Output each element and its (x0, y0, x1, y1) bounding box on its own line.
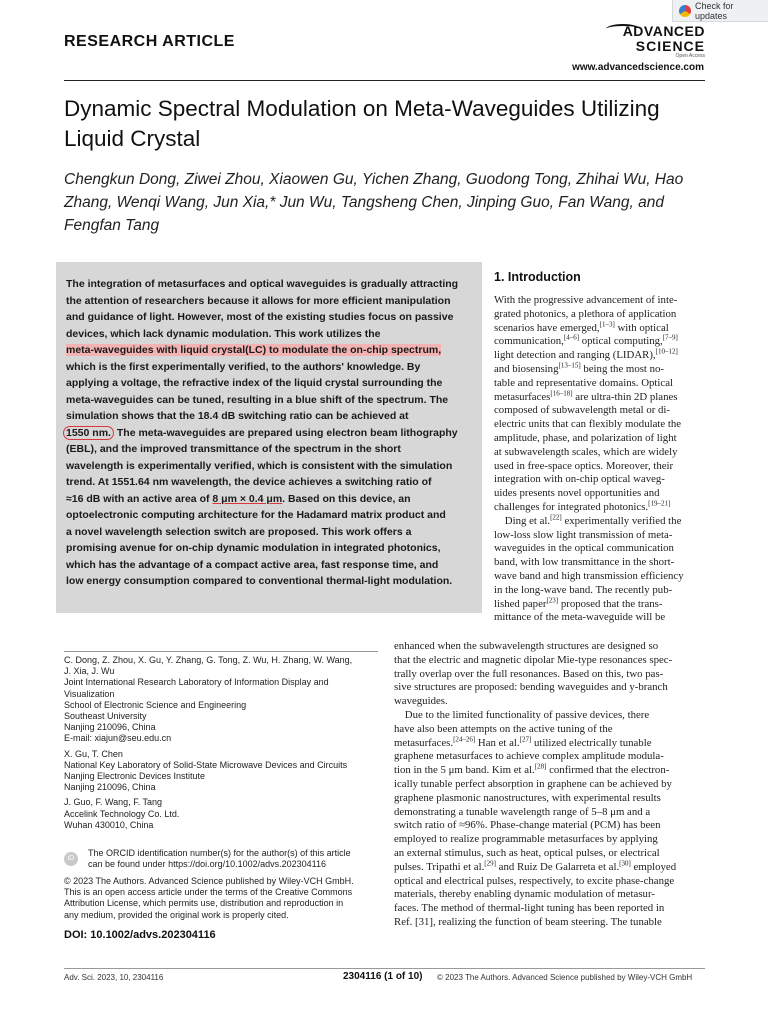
abstract-line: The integration of metasurfaces and optical waveguides is gradually attracting (66, 278, 459, 290)
logo-line-3: Open Access (675, 53, 705, 59)
abstract-line: which is the first experimentally verified, to the authors' knowledge. By (66, 360, 421, 373)
citation-link[interactable]: [19–21] (648, 499, 671, 508)
orcid-icon: iD (64, 852, 78, 866)
citation-link[interactable]: [1–3] (599, 320, 615, 328)
affiliation-line: J. Guo, F. Wang, F. Tang (64, 797, 163, 808)
abstract-line: meta-waveguides can be tuned, resulting in a blue shift of the spectrum. The (66, 393, 449, 406)
license-line: Attribution License, which permits use, distribution and reproduction in (64, 898, 344, 909)
abstract-line: which has the advantage of a compact active area, fast response time, and (66, 558, 439, 571)
intro-line: electric units that can flexibly modulate the (494, 418, 682, 431)
affiliation-line: X. Gu, T. Chen (64, 748, 123, 759)
intro-line (494, 388, 706, 405)
abstract-line: promising avenue for on-chip dynamic modulation in integrated photonics, (66, 542, 441, 554)
intro-line (494, 515, 706, 529)
intro-line: mittance of the meta-waveguide will be (494, 611, 666, 624)
logo-line-1: ADVANCED (622, 23, 705, 39)
citation-link[interactable]: [4–6] (563, 333, 580, 342)
page-number: 2304116 (1 of 10) (343, 971, 423, 982)
intro-line: enhanced when the subwavelength structures are designed so (394, 640, 659, 652)
abstract-line: applying a voltage, the refractive index of the liquid crystal surrounding the (66, 377, 443, 389)
intro-line: With the progressive advancement of inte- (494, 294, 678, 306)
text: are ultra-thin 2D planes (572, 390, 678, 403)
text: challenges for integrated photonics. (494, 500, 649, 513)
journal-logo (605, 24, 705, 59)
intro-line: band, with low transmittance in the short- (494, 556, 675, 569)
author-list: Chengkun Dong, Ziwei Zhou, Xiaowen Gu, Yichen Zhang, Guodong Tong, Zhihai Wu, Hao Zhang, Wenqi Wang, Jun Xia,* Jun Wu, Tangsheng Chen, Jinping Guo, Fan Wang, and Fengfan Tang (64, 171, 684, 234)
text: scenarios have emerged, (494, 321, 600, 334)
orcid-line: The ORCID identification number(s) for the author(s) of this article (88, 848, 351, 858)
affiliation-line: Southeast University (64, 711, 147, 722)
citation-link[interactable]: [23] (546, 595, 559, 604)
license-line: This is an open access article under the terms of the Creative Commons (64, 887, 353, 898)
text: employed (630, 860, 677, 873)
citation-link[interactable]: [29] (484, 859, 496, 868)
intro-line (494, 363, 706, 377)
affiliation-line: Nanjing Electronic Devices Institute (64, 771, 206, 782)
intro-line: optical and electrical pulses, respectively, to excite phase-change (394, 874, 675, 887)
citation-link[interactable]: [22] (550, 513, 562, 522)
citation-link[interactable]: [27] (519, 734, 532, 743)
text: communication, (494, 335, 564, 348)
text: metasurfaces (494, 390, 551, 403)
text: tion in the 5 μm band. Kim et al. (394, 764, 535, 777)
intro-line: uides presents novel opportunities and (494, 487, 660, 500)
abstract-line: (EBL), and the improved transmittance of the spectrum in the short (66, 443, 401, 455)
article-title: Dynamic Spectral Modulation on Meta-Waveguides Utilizing Liquid Crystal (64, 96, 660, 151)
text: confirmed that the electron- (546, 764, 670, 777)
abstract-line: trend. At 1551.64 nm wavelength, the device achieves a switching ratio of (66, 476, 432, 488)
citation-link[interactable]: [24–26] (453, 734, 476, 743)
affiliation-line: Accelink Technology Co. Ltd. (64, 808, 180, 819)
email-link[interactable]: E-mail: xiajun@seu.edu.cn (64, 733, 172, 744)
intro-line: Ref. [31], realizing the function of beam steering. The tunable (394, 915, 662, 928)
abstract-line-pre: ≈16 dB with an active area of (66, 492, 213, 505)
text: pulses. Tripathi et al. (394, 860, 485, 873)
intro-line (494, 349, 706, 363)
intro-line: used in free-space optics. Moreover, their (494, 459, 674, 472)
check-updates-label: Check for updates (695, 0, 734, 21)
text: light detection and ranging (LIDAR), (494, 349, 656, 362)
abstract-line: low energy consumption compared to conventional thermal-light modulation. (66, 575, 453, 587)
intro-line: that the electric and magnetic dipolar Mie-type resonances spec- (394, 653, 673, 666)
check-for-updates-badge[interactable] (672, 0, 768, 22)
text: optical computing, (579, 335, 663, 348)
citation-link[interactable]: [7–9] (662, 333, 678, 342)
intro-line: Due to the limited functionality of passive devices, there (394, 708, 650, 721)
affiliation-line: C. Dong, Z. Zhou, X. Gu, Y. Zhang, G. Tong, Z. Wu, H. Zhang, W. Wang, (64, 655, 353, 665)
underline-annotation: 8 μm × 0.4 μm (212, 492, 283, 505)
affiliations-block (64, 655, 378, 831)
intro-line: in the long-wave band. The recently pub- (494, 583, 673, 596)
circle-annotation: 1550 nm. (63, 426, 114, 440)
text: experimentally verified the (561, 514, 682, 527)
check-updates-icon (679, 5, 691, 17)
abstract-line: a novel wavelength selection switch are proposed. This work offers a (66, 525, 412, 538)
license-note (64, 876, 378, 921)
intro-line: composed of subwavelength metal or di- (494, 404, 671, 417)
abstract-line: wavelength is experimentally verified, which is consistent with the simulation (66, 459, 453, 472)
license-line: © 2023 The Authors. Advanced Science published by Wiley-VCH GmbH. (64, 876, 354, 886)
intro-line: low-loss slow light transmission of meta- (494, 528, 673, 541)
license-line: any medium, provided the original work is properly cited. (64, 909, 289, 920)
intro-line: grated photonics, a plethora of application (494, 307, 677, 320)
abstract-line (66, 425, 476, 442)
abstract-line: the attention of researchers because it allows for more efficient manipulation (66, 294, 451, 307)
affiliation-line: School of Electronic Science and Engineering (64, 699, 247, 710)
intro-line: faces. The method of thermal-light tuning has been reported in (394, 902, 665, 915)
abstract-line: and guidance of light. However, most of the existing studies focus on passive (66, 311, 454, 323)
footer-copyright: © 2023 The Authors. Advanced Science published by Wiley-VCH GmbH (437, 973, 693, 982)
intro-wide-column (394, 640, 706, 930)
intro-line: graphene plasmonic nanostructures, with experimental results (394, 791, 661, 804)
intro-line: demonstrating a tunable wavelength range of 5–8 μm and a (394, 805, 651, 818)
doi-link[interactable]: DOI: 10.1002/advs.202304116 (64, 929, 216, 941)
citation-link[interactable]: [30] (619, 859, 631, 868)
abstract-line (66, 491, 476, 508)
intro-line: have also been attempts on the active tuning of the (394, 722, 613, 735)
text: Han et al. (475, 736, 520, 749)
intro-line (394, 764, 706, 778)
affiliation-line: National Key Laboratory of Solid-State Microwave Devices and Circuits (64, 759, 348, 770)
affiliation-line: Visualization (64, 688, 115, 699)
intro-line: at subwavelength scales, which are widely (494, 445, 678, 458)
affiliation-line: Nanjing 210096, China (64, 722, 156, 733)
citation-link[interactable]: [28] (534, 762, 547, 771)
intro-line: an external stimulus, such as heat, optical pulses, or electrical (394, 846, 660, 859)
abstract-line: optoelectronic computing architecture for the Hadamard matrix product and (66, 509, 446, 521)
intro-line: trally overlap over the full resonances. Based on this, two pas- (394, 667, 664, 680)
affiliation-line: J. Xia, J. Wu (64, 666, 115, 677)
section-heading-introduction: 1. Introduction (494, 270, 581, 284)
text: proposed that the trans- (558, 597, 663, 610)
intro-line: waveguides. (394, 695, 448, 708)
orcid-link[interactable]: can be found under https://doi.org/10.1002/advs.202304116 (88, 859, 327, 870)
text: and Ruiz De Galarreta et al. (495, 860, 620, 873)
intro-line (394, 861, 706, 875)
intro-line: amplitude, phase, and polarization of light (494, 431, 677, 444)
section-label: RESEARCH ARTICLE (64, 33, 235, 50)
affiliation-line: Wuhan 430010, China (64, 819, 154, 830)
footer-divider (64, 968, 705, 969)
intro-line: ically tunable perfect absorption in graphene can be achieved by (394, 777, 672, 790)
text: lished paper (494, 597, 547, 610)
citation-link[interactable]: [10–12] (655, 347, 678, 356)
text: metasurfaces. (394, 736, 454, 749)
orcid-note (88, 848, 380, 870)
text: Ding et al. (494, 514, 551, 527)
abstract-line-highlighted (66, 342, 476, 359)
affiliation-line: Joint International Research Laboratory of Information Display and (64, 677, 329, 688)
text: and biosensing (494, 362, 559, 375)
intro-line: switch ratio of ≈96%. Phase-change material (PCM) has been (394, 819, 661, 832)
intro-line: sive structures are proposed: bending waveguides and y-branch (394, 681, 668, 694)
journal-website-link[interactable]: www.advancedscience.com (572, 62, 704, 73)
abstract-line-rest: The meta-waveguides are prepared using electron beam lithography (113, 426, 458, 439)
intro-line: employed to realize programmable metasurfaces by applying (394, 833, 658, 846)
abstract-line: devices, which lack dynamic modulation. This work utilizes the (66, 327, 381, 340)
affiliation-divider (64, 651, 378, 652)
text: being the most no- (580, 362, 665, 375)
highlight-annotation: meta-waveguides with liquid crystal(LC) to modulate the on-chip spectrum, (66, 344, 442, 356)
logo-line-2: SCIENCE (635, 38, 705, 54)
header-divider (64, 80, 705, 81)
intro-line: waveguides in the optical communication (494, 542, 674, 555)
affiliation-line: Nanjing 210096, China (64, 782, 156, 793)
text: utilized electrically tunable (531, 736, 652, 749)
intro-column (494, 294, 706, 625)
intro-line: materials, thereby enabling dynamic modulation of metasur- (394, 888, 655, 901)
abstract-line-post: . Based on this device, an (282, 492, 411, 505)
intro-line (494, 595, 706, 612)
citation-link[interactable]: [16–18] (550, 388, 573, 397)
abstract-text (66, 276, 476, 590)
intro-line (494, 501, 706, 515)
citation-link[interactable]: [13–15] (558, 361, 581, 370)
abstract-line: simulation shows that the 18.4 dB switching ratio can be achieved at (66, 410, 409, 422)
intro-line (394, 734, 706, 751)
text: with optical (614, 321, 669, 334)
intro-line: graphene metasurfaces to achieve complex amplitude modula- (394, 750, 664, 763)
intro-line: integration with on-chip optical waveg- (494, 473, 665, 486)
footer-citation: Adv. Sci. 2023, 10, 2304116 (64, 973, 164, 982)
intro-line: wave band and high transmission efficiency (494, 569, 684, 582)
intro-line: table and representative domains. Optical (494, 376, 673, 389)
